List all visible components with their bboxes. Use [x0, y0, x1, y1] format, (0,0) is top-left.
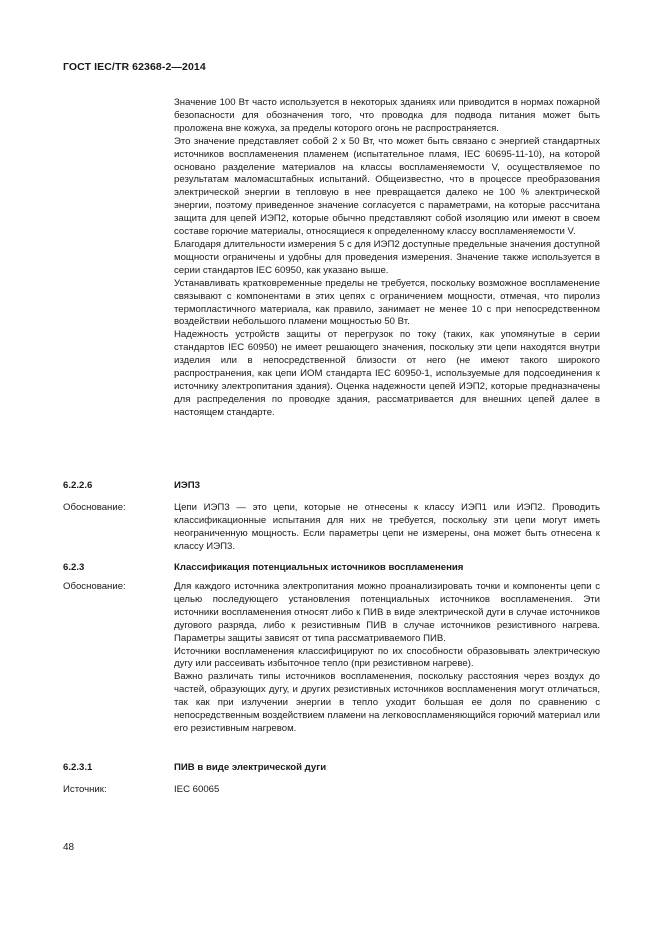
section-6231-source — [63, 784, 600, 797]
section-title: ИЭП3 — [174, 480, 200, 491]
paragraph: Это значение представляет собой 2 x 50 Вт, что может быть связано с энергией стандартных источников воспламенения пламенем (испытательное пламя, IEC 60695-11-10), на которой основано разделение материалов на классы воспламеняемости V, осуществляемое по результатам маломасштабных испытаний. Общеизвестно, что в процессе преобразования электрической энергии в тепловую в нее превращается далеко не 100 % электрической энергии, поэтому приведенное значение согласуется с параметрами, на которые рассчитана защита для цепей ИЭП2, которые обычно представляют собой изоляцию или имеют в своем составе горючие материалы, относящиеся к определенному классу воспламеняемости V. — [174, 135, 600, 238]
section-number: 6.2.2.6 — [63, 480, 93, 491]
paragraph: Благодаря длительности измерения 5 с для ИЭП2 доступные предельные значения доступной мощности ограничены и удобны для проведения измерения. Значение также используется в серии стандартов IEC 60950, как указано выше. — [174, 238, 600, 276]
section-number: 6.2.3.1 — [63, 762, 93, 773]
paragraph: Устанавливать кратковременные пределы не требуется, поскольку возможное воспламенение связывают с компонентами в этих цепях с ограничением мощности, отмечая, что пиролиз термопластичного материала, как правило, занимает не менее 10 с при непосредственном воздействии небольшого пламени мощностью 50 Вт. — [174, 277, 600, 328]
source-label: Источник: — [63, 784, 107, 795]
section-623-heading — [63, 562, 600, 575]
paragraph: Источники воспламенения классифицируют по их способности образовывать электрическую дугу или рассеивать избыточное тепло (при резистивном нагреве). — [174, 645, 600, 670]
rationale-label: Обоснование: — [63, 502, 126, 513]
section-title: ПИВ в виде электрической дуги — [174, 762, 327, 773]
source-text: IEC 60065 — [174, 784, 220, 795]
section-6226-heading — [63, 480, 600, 493]
rationale-body — [174, 581, 600, 736]
intro-text-block — [174, 97, 600, 420]
rationale-label: Обоснование: — [63, 581, 126, 592]
section-number: 6.2.3 — [63, 562, 85, 573]
document-header: ГОСТ IEC/TR 62368-2—2014 — [63, 61, 206, 73]
section-6231-heading — [63, 762, 600, 775]
section-6226-rationale — [63, 502, 600, 554]
paragraph: Значение 100 Вт часто используется в некоторых зданиях или приводится в нормах пожарной безопасности для обозначения того, что проводка для подвода питания может быть проложена вне кожуха, за пределы которого огонь не распространяется. — [174, 97, 600, 134]
paragraph: Важно различать типы источников воспламенения, поскольку расстояния через воздух до частей, образующих дугу, и других резистивных источников воспламенения могут отличаться, так как при излучении энергии в тепло уходит большая ее доля по сравнению с непосредственным воздействием пламени на легковоспламеняющийся горючий материал или его резистивным нагревом. — [174, 671, 600, 734]
rationale-text: Цепи ИЭП3 — это цепи, которые не отнесены к классу ИЭП1 или ИЭП2. Проводить классификационные испытания для них не требуется, поскольку эти цепи могут иметь неограниченную мощность. Если параметры цепи не измерены, она может быть отнесена к классу ИЭП3. — [174, 502, 600, 552]
section-623-rationale — [63, 581, 600, 736]
paragraph: Для каждого источника электропитания можно проанализировать точки и компоненты цепи с целью последующего установления потенциальных источников воспламенения. Эти источники воспламенения относят либо к ПИВ в виде электрической дуги в случае источников дугового разряда, либо к резистивным ПИВ в случае источников резистивного нагрева. Параметры защиты зависят от типа рассматриваемого ПИВ. — [174, 581, 600, 644]
section-title: Классификация потенциальных источников воспламенения — [174, 562, 464, 573]
page-number: 48 — [63, 842, 75, 853]
paragraph: Надежность устройств защиты от перегрузок по току (таких, как упомянутые в серии стандартов IEC 60950) не имеет решающего значения, поскольку эти цепи находятся внутри изделия или в непосредственной близости от него (не имеют такого широкого распространения, как цепи ИОМ стандарта IEC 60950-1, используемые для подсоединения к источнику электропитания здания). Оценка надежности цепей ИЭП2, которые предназначены для распределения по проводке здания, рассматривается для внешних цепей далее в настоящем стандарте. — [174, 329, 600, 418]
